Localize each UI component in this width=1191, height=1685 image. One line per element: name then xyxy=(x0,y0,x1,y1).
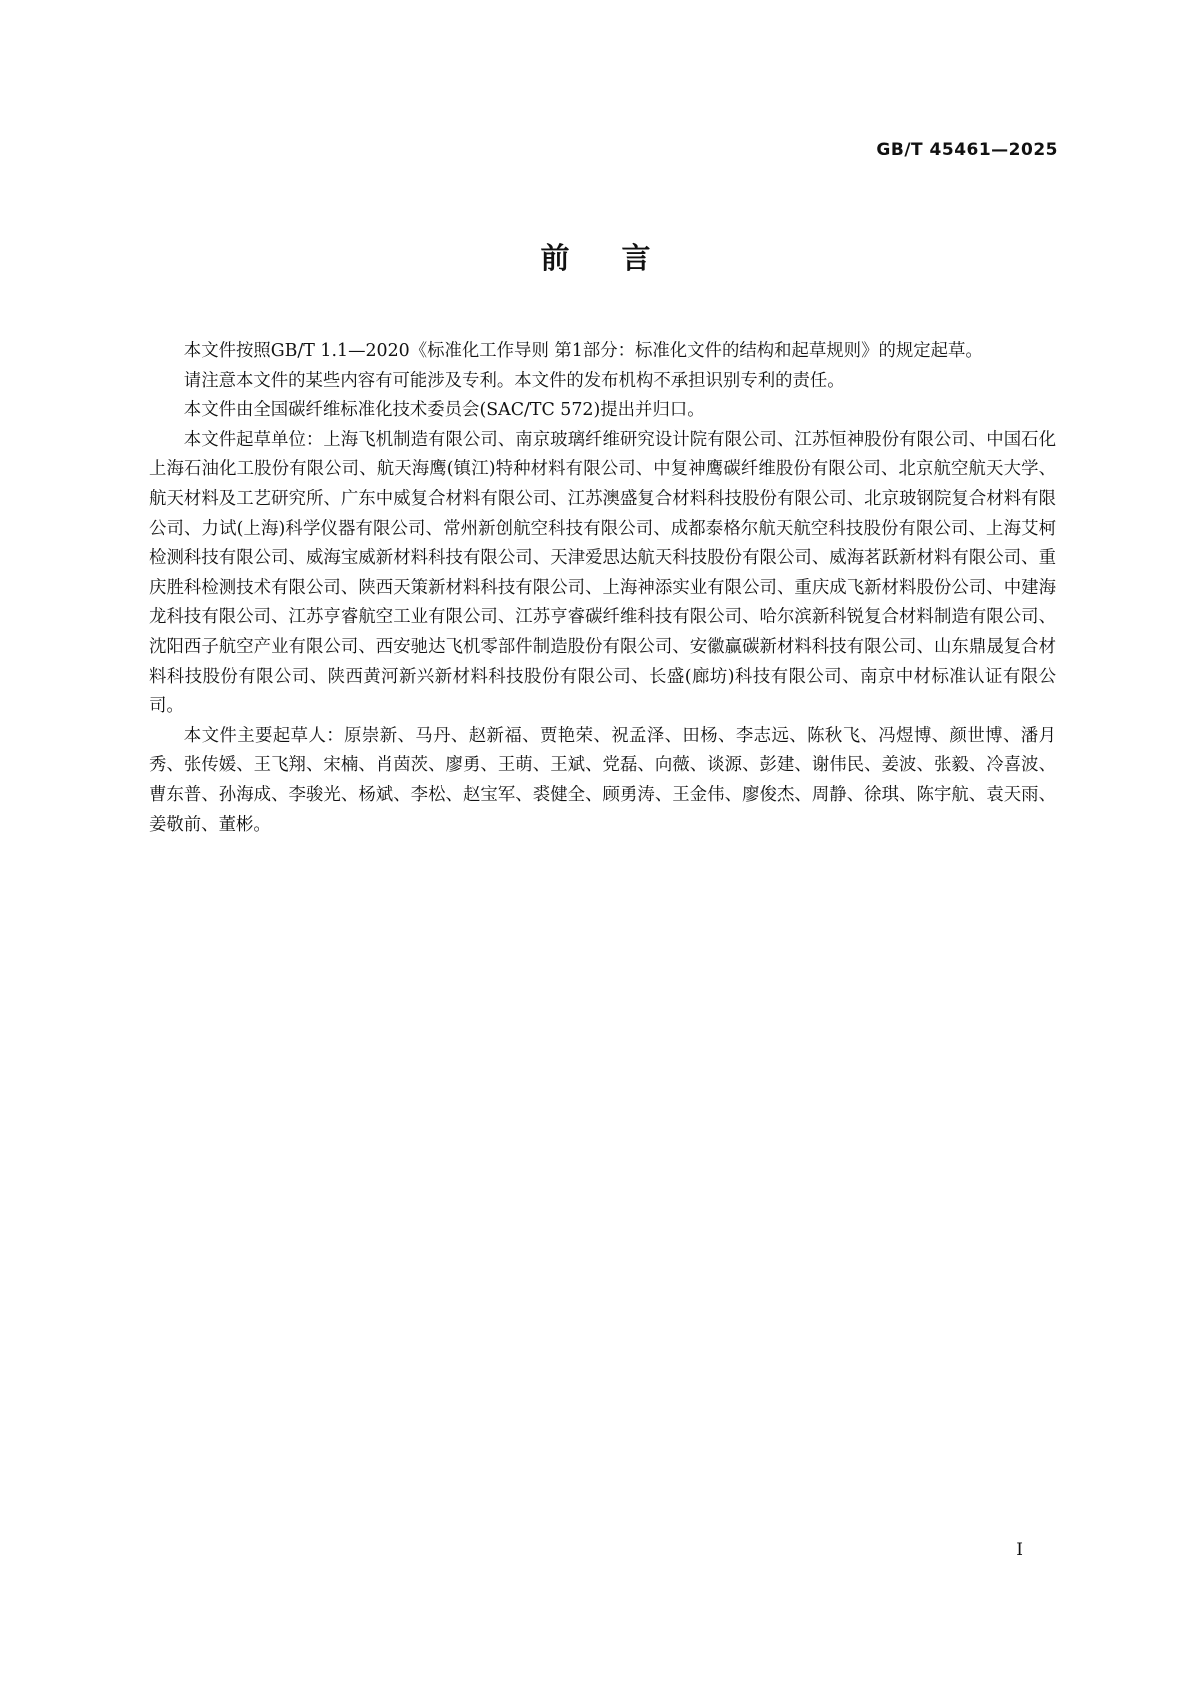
page-number: I xyxy=(1016,1540,1023,1560)
paragraph-drafting-units: 本文件起草单位：上海飞机制造有限公司、南京玻璃纤维研究设计院有限公司、江苏恒神股份有限公司、中国石化上海石油化工股份有限公司、航天海鹰(镇江)特种材料有限公司、中复神鹰碳纤维股份有限公司、北京航空航天大学、航天材料及工艺研究所、广东中威复合材料有限公司、江苏澳盛复合材料科技股份有限公司、北京玻钢院复合材料有限公司、力试(上海)科学仪器有限公司、常州新创航空科技有限公司、成都泰格尔航天航空科技股份有限公司、上海艾柯检测科技有限公司、威海宝威新材料科技有限公司、天津爱思达航天科技股份有限公司、威海茗跃新材料有限公司、重庆胜科检测技术有限公司、陕西天策新材料科技有限公司、上海神添实业有限公司、重庆成飞新材料股份公司、中建海龙科技有限公司、江苏亨睿航空工业有限公司、江苏亨睿碳纤维科技有限公司、哈尔滨新科锐复合材料制造有限公司、沈阳西子航空产业有限公司、西安驰达飞机零部件制造股份有限公司、安徽赢碳新材料科技有限公司、山东鼎晟复合材料科技股份有限公司、陕西黄河新兴新材料科技股份有限公司、长盛(廊坊)科技有限公司、南京中材标准认证有限公司。 xyxy=(149,429,1056,717)
foreword-body xyxy=(149,337,1056,840)
paragraph-committee: 本文件由全国碳纤维标准化技术委员会(SAC/TC 572)提出并归口。 xyxy=(183,400,705,421)
paragraph-drafting-rules: 本文件按照GB/T 1.1—2020《标准化工作导则 第1部分：标准化文件的结构和起草规则》的规定起草。 xyxy=(183,341,983,361)
paragraph-drafters: 本文件主要起草人：原崇新、马丹、赵新福、贾艳荣、祝孟泽、田杨、李志远、陈秋飞、冯煜博、颜世博、潘月秀、张传媛、王飞翔、宋楠、肖茵茨、廖勇、王萌、王斌、党磊、向薇、谈源、彭建、谢伟民、姜波、张毅、冷喜波、曹东普、孙海成、李骏光、杨斌、李松、赵宝军、裘健全、顾勇涛、王金伟、廖俊杰、周静、徐琪、陈宇航、袁天雨、姜敬前、董彬。 xyxy=(149,725,1056,835)
page-title: 前言 xyxy=(540,241,703,275)
paragraph-patent-notice: 请注意本文件的某些内容有可能涉及专利。本文件的发布机构不承担识别专利的责任。 xyxy=(183,370,845,391)
standard-code: GB/T 45461—2025 xyxy=(876,140,1058,160)
